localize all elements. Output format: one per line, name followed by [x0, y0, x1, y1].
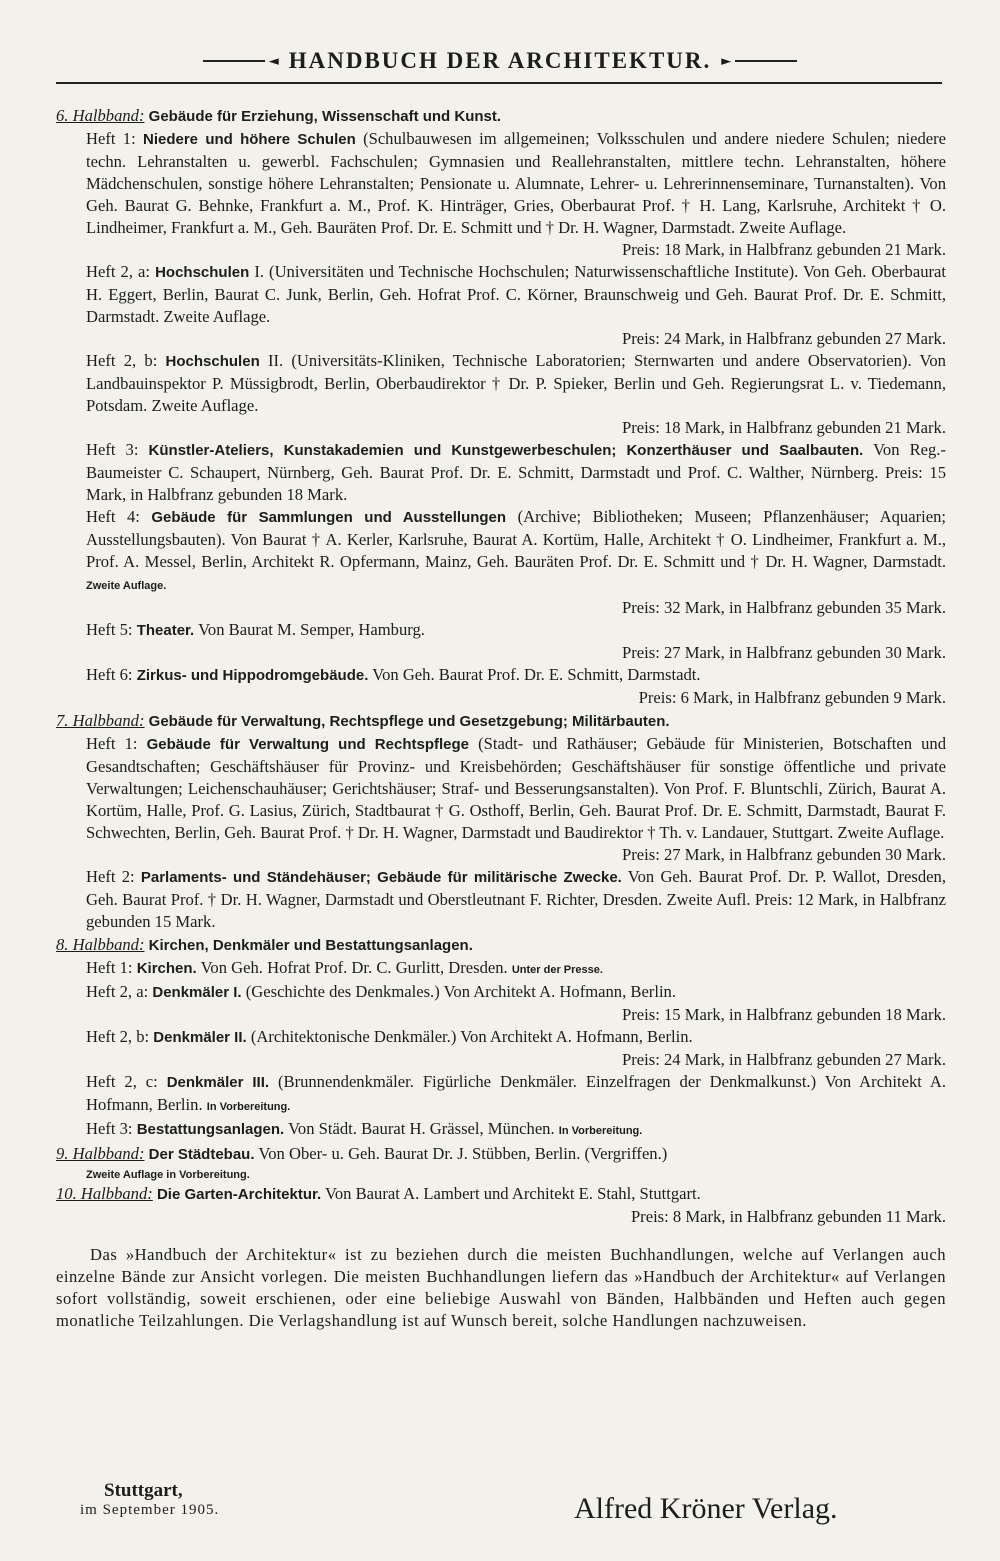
heft-price: Preis: 18 Mark, in Halbfranz gebunden 21 Mark. — [622, 418, 946, 437]
halbband-note: Zweite Auflage in Vorbereitung. — [86, 1169, 250, 1181]
halbband-title: Die Garten-Architektur. — [156, 1186, 322, 1203]
heft-price: Preis: 27 Mark, in Halbfranz gebunden 30 Mark. — [622, 845, 946, 864]
heft-text: I. (Universitäten und Technische Hochschulen; Naturwissenschaftliche Institute). Von Geh. Oberbaurat H. Eggert, Berlin, Baurat C. Junk, Berlin, Geh. Hofrat Prof. C. Körner, Braunschweig und Geh. Baurat Prof. Dr. E. Schmitt, Darmstadt. Zweite Auflage. — [86, 262, 947, 326]
heft-label: Heft 3: — [86, 440, 139, 459]
heft-title: Künstler-Ateliers, Kunstakademien und Kunstgewerbeschulen; Konzerthäuser und Saalbauten. — [148, 442, 864, 459]
heft-title: Denkmäler III. — [166, 1074, 270, 1091]
heft-text: II. (Universitäts-Kliniken, Technische Laboratorien; Sternwarten und andere Observatorien). Von Landbauinspektor P. Müssigbrodt, Berlin, Oberbaudirektor † Dr. P. Spieker, Berlin und Geh. Regierungsrat L. v. Tiedemann, Potsdam. Zweite Auflage. — [86, 351, 946, 415]
heft-text: Von Geh. Hofrat Prof. Dr. C. Gurlitt, Dresden. — [200, 958, 508, 977]
heft-note: In Vorbereitung. — [558, 1125, 643, 1137]
footer-date: im September 1905. — [80, 1502, 220, 1518]
halbband-9-heading — [56, 1143, 946, 1166]
heft-price: Preis: 6 Mark, in Halbfranz gebunden 9 Mark. — [638, 688, 946, 707]
halbband-title: Gebäude für Erziehung, Wissenschaft und Kunst. — [148, 108, 502, 125]
heft-text: Von Städt. Baurat H. Grässel, München. — [288, 1119, 555, 1138]
header-rule-right — [735, 60, 797, 62]
heft-title: Niedere und höhere Schulen — [142, 131, 356, 148]
heft-entry — [86, 664, 946, 709]
heft-label: Heft 1: — [86, 734, 138, 753]
heft-text: (Archive; Bibliotheken; Museen; Pflanzenhäuser; Aquarien; Ausstellungsbauten). Von Baurat † A. Kerler, Karlsruhe, Baurat A. Kortüm, Halle, Architekt † O. Lindheimer, Frankfurt a. M., Prof. A. Messel, Berlin, Architekt R. Opfermann, Mainz, Geh. Bauräten Prof. Dr. E. Schmitt und † Dr. H. Wagner, Darmstadt. — [86, 507, 947, 571]
heft-note: In Vorbereitung. — [206, 1101, 291, 1113]
closing-paragraph: Das »Handbuch der Architektur« ist zu beziehen durch die meisten Buchhandlungen, welche auf Verlangen auch einzelne Bände zur Ansicht vorlegen. Die meisten Buchhandlungen liefern das »Handbuch der Architektur« auf Verlangen sofort vollständig, soweit erschienen, oder eine beliebige Auswahl von Bänden, Halbbänden und Heften auch gegen monatliche Teilzahlungen. Die Verlagshandlung ist auf Wunsch bereit, solche Handlungen nachzuweisen. — [56, 1245, 946, 1330]
header-divider — [56, 82, 942, 84]
heft-price: Preis: 18 Mark, in Halbfranz gebunden 21 Mark. — [622, 240, 946, 259]
arrow-left-icon: ◄ — [268, 53, 279, 69]
heft-label: Heft 1: — [86, 129, 136, 148]
heft-title: Hochschulen — [155, 264, 250, 281]
heft-label: Heft 2, b: — [86, 1027, 150, 1046]
halbband-7-heading — [56, 710, 946, 733]
heft-entry — [86, 261, 946, 350]
arrow-right-icon: ► — [721, 53, 732, 69]
heft-label: Heft 2, b: — [86, 351, 158, 370]
heft-title: Zirkus- und Hippodromgebäude. — [136, 667, 369, 684]
heft-entry — [86, 128, 946, 261]
heft-text: Von Baurat M. Semper, Hamburg. — [198, 620, 425, 639]
heft-text: (Stadt- und Rathäuser; Gebäude für Ministerien, Botschaften und Gesandtschaften; Geschäftshäuser für Provinz- und Kreisbehörden; Geschäftshäuser für sonstige öffentliche und private Verwaltungen; Leichenschauhäuser; Gerichtshäuser; Straf- und Besserungsanstalten). Von Prof. F. Bluntschli, Zürich, Baurat A. Kortüm, Halle, Prof. G. Lasius, Zürich, Stadtbaurat † G. Osthoff, Berlin, Geh. Baurat Prof. Dr. E. Schmitt, Darmstadt, Baurat F. Schwechten, Berlin, Geh. Baurat Prof. † Dr. H. Wagner, Darmstadt und Baudirektor † Th. v. Landauer, Stuttgart. Zweite Auflage. — [86, 734, 946, 842]
heft-price: Preis: 24 Mark, in Halbfranz gebunden 27 Mark. — [622, 1050, 946, 1069]
halbband-label: 10. Halbband: — [56, 1184, 153, 1203]
heft-label: Heft 2, a: — [86, 262, 151, 281]
heft-label: Heft 2, a: — [86, 982, 149, 1001]
halbband-text: Von Baurat A. Lambert und Architekt E. Stahl, Stuttgart. — [325, 1184, 701, 1203]
heft-note: Unter der Presse. — [511, 964, 603, 976]
heft-entry — [86, 350, 946, 439]
footer-city: Stuttgart, — [104, 1480, 183, 1501]
catalog-body — [56, 104, 946, 1332]
halbband-title: Der Städtebau. — [148, 1146, 255, 1163]
halbband-label: 9. Halbband: — [56, 1144, 145, 1163]
heft-title: Bestattungsanlagen. — [136, 1121, 285, 1138]
halbband-6-heading — [56, 105, 946, 128]
heft-entry — [86, 866, 946, 933]
heft-entry — [86, 1026, 946, 1071]
heft-label: Heft 2, c: — [86, 1072, 158, 1091]
heft-text: (Schulbauwesen im allgemeinen; Volksschulen und andere niedere Schulen; niedere techn. Lehranstalten u. gewerbl. Fachschulen; Gymnasien und Reallehranstalten, mittlere techn. Lehranstalten, höhere Mädchenschulen, sonstige höhere Lehranstalten; Pensionate u. Alumnate, Lehrer- u. Lehrerinnenseminare, Turnanstalten). Von Geh. Baurat G. Behnke, Frankfurt a. M., Prof. K. Hinträger, Gries, Oberbaurat Prof. † H. Lang, Karlsruhe, Architekt † O. Lindheimer, Frankfurt a. M., Geh. Bauräten Prof. Dr. E. Schmitt und † Dr. H. Wagner, Darmstadt. Zweite Auflage. — [86, 129, 947, 237]
heft-title: Hochschulen — [165, 353, 260, 370]
heft-entry — [86, 733, 946, 866]
heft-entry — [86, 1071, 946, 1118]
heft-text: Von Geh. Baurat Prof. Dr. P. Wallot, Dresden, Geh. Baurat Prof. † Dr. H. Wagner, Darmstadt und Oberstleutnant F. Richter, Dresden. Zweite Aufl. Preis: 12 Mark, in Halbfranz gebunden 15 Mark. — [86, 867, 946, 931]
heft-title: Denkmäler I. — [152, 984, 242, 1001]
heft-entry — [86, 619, 946, 664]
halbband-label: 8. Halbband: — [56, 935, 145, 954]
header-rule-left — [203, 60, 265, 62]
heft-entry — [86, 439, 946, 506]
halbband-label: 6. Halbband: — [56, 106, 145, 125]
heft-entry — [86, 1118, 946, 1142]
heft-text: Von Reg.-Baumeister C. Schaupert, Nürnberg, Geh. Baurat Prof. Dr. E. Schmitt, Darmstadt und Prof. C. Walther, Nürnberg. Preis: 15 Mark, in Halbfranz gebunden 18 Mark. — [86, 440, 946, 504]
heft-note: Zweite Auflage. — [86, 580, 167, 592]
halbband-note-row — [86, 1166, 946, 1182]
heft-entry — [86, 506, 946, 619]
heft-text: (Architektonische Denkmäler.) Von Architekt A. Hofmann, Berlin. — [250, 1027, 693, 1046]
heft-title: Kirchen. — [136, 960, 197, 977]
heft-label: Heft 4: — [86, 507, 140, 526]
heft-label: Heft 2: — [86, 867, 135, 886]
heft-price: Preis: 24 Mark, in Halbfranz gebunden 27 Mark. — [622, 329, 946, 348]
heft-entry — [86, 981, 946, 1026]
heft-label: Heft 1: — [86, 958, 133, 977]
heft-title: Denkmäler II. — [153, 1029, 247, 1046]
halbband-title: Gebäude für Verwaltung, Rechtspflege und Gesetzgebung; Militärbauten. — [148, 713, 670, 730]
heft-price: Preis: 15 Mark, in Halbfranz gebunden 18 Mark. — [622, 1005, 946, 1024]
heft-label: Heft 5: — [86, 620, 133, 639]
heft-title: Gebäude für Sammlungen und Ausstellungen — [151, 509, 507, 526]
heft-label: Heft 3: — [86, 1119, 133, 1138]
halbband-10-heading — [56, 1183, 946, 1228]
halbband-label: 7. Halbband: — [56, 711, 145, 730]
halbband-8-heading — [56, 934, 946, 957]
heft-label: Heft 6: — [86, 665, 133, 684]
heft-entry — [86, 957, 946, 981]
heft-title: Gebäude für Verwaltung und Rechtspflege — [146, 736, 469, 753]
heft-title: Parlaments- und Ständehäuser; Gebäude für militärische Zwecke. — [140, 869, 622, 886]
heft-text: (Geschichte des Denkmales.) Von Architekt A. Hofmann, Berlin. — [245, 982, 677, 1001]
footer-place-date — [80, 1480, 219, 1519]
publisher-name: Alfred Kröner Verlag. — [574, 1492, 838, 1525]
page-header — [0, 44, 1000, 78]
page-title: HANDBUCH DER ARCHITEKTUR. — [288, 48, 712, 73]
halbband-text: Von Ober- u. Geh. Baurat Dr. J. Stübben, Berlin. (Vergriffen.) — [258, 1144, 668, 1163]
heft-price: Preis: 32 Mark, in Halbfranz gebunden 35 Mark. — [622, 598, 946, 617]
halbband-price: Preis: 8 Mark, in Halbfranz gebunden 11 Mark. — [630, 1207, 946, 1226]
heft-price: Preis: 27 Mark, in Halbfranz gebunden 30 Mark. — [622, 643, 946, 662]
heft-text: (Brunnendenkmäler. Figürliche Denkmäler. Einzelfragen der Denkmalkunst.) Von Architekt A. Hofmann, Berlin. — [86, 1072, 946, 1114]
halbband-title: Kirchen, Denkmäler und Bestattungsanlagen. — [148, 937, 473, 954]
heft-text: Von Geh. Baurat Prof. Dr. E. Schmitt, Darmstadt. — [372, 665, 701, 684]
heft-title: Theater. — [136, 622, 195, 639]
